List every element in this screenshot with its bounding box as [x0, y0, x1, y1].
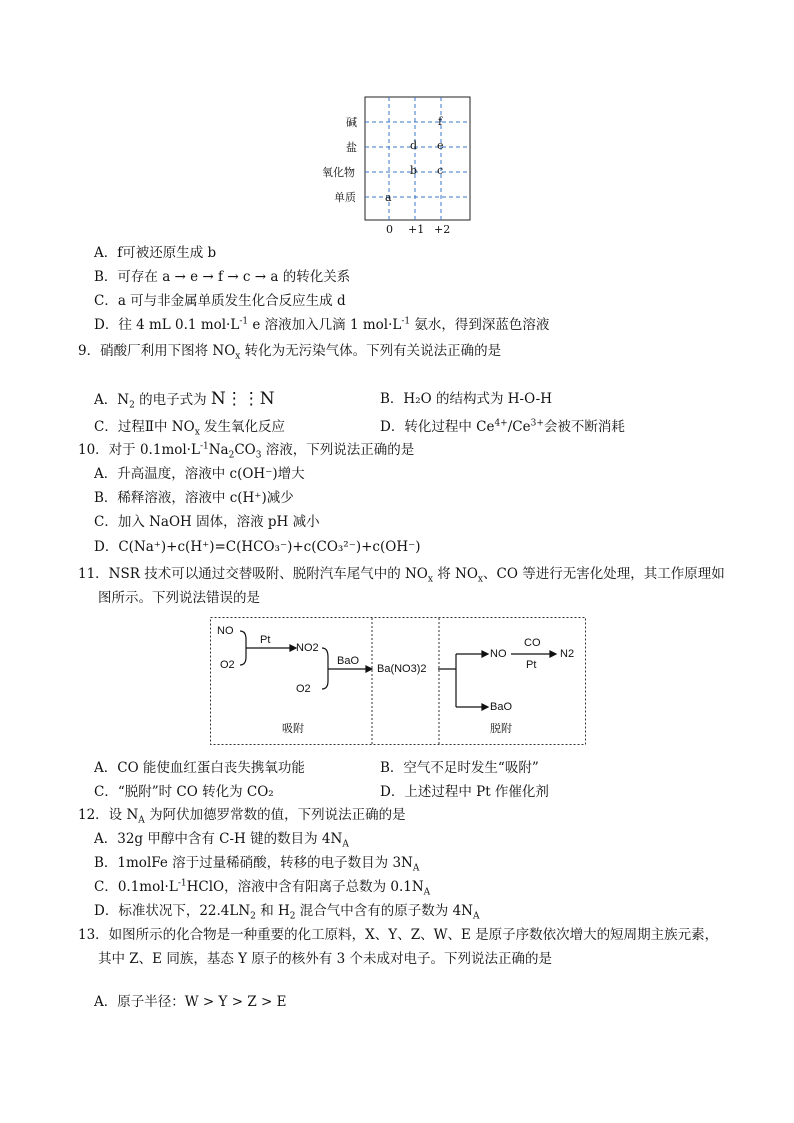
q12-option-d[interactable]: D．标准状况下，$22.4LN_2$ 和 $H_2$ 混合气中含有的原子数为 $4N_A$	[94, 903, 480, 922]
q10-option-d[interactable]: D．C(Na⁺)+c(H⁺)=C(HCO₃⁻)+c(CO₃²⁻)+c(OH⁻)	[94, 539, 421, 555]
label-pt: Pt	[260, 634, 271, 646]
label-no2: NO2	[296, 642, 319, 654]
q11-stem-line1: 11．NSR 技术可以通过交替吸附、脱附汽车尾气中的 $NO_x$ 将 $NO_x$、CO 等进行无害化处理，其工作原理如	[78, 566, 725, 585]
q11-stem-line2: 图所示。下列说法错误的是	[98, 590, 260, 606]
point-e: e	[437, 139, 444, 152]
point-d: d	[410, 139, 418, 152]
q10-option-a[interactable]: A．升高温度，溶液中 c(OH⁻)增大	[94, 466, 305, 482]
q12-option-c[interactable]: C．$0.1mol\cdot L^{-1}HClO$，溶液中含有阳离子总数为 $0.1N_A$	[94, 878, 431, 898]
q11-option-a[interactable]: A．CO 能使血红蛋白丧失携氧功能	[94, 760, 305, 776]
q13-stem-line2: 其中 Z、E 同族，基态 Y 原子的核外有 3 个未成对电子。下列说法正确的是	[98, 951, 552, 967]
q12-stem: 12．设 $N_A$ 为阿伏加德罗常数的值，下列说法正确的是	[78, 807, 406, 826]
point-c: c	[437, 164, 444, 177]
col-label-plus2: +2	[434, 223, 451, 236]
q8-option-b[interactable]: B．可存在 a → e → f → c → a 的转化关系	[94, 269, 351, 285]
q11-option-b[interactable]: B．空气不足时发生“吸附”	[380, 760, 539, 776]
label-no-right: NO	[490, 648, 507, 660]
n2-electron-formula: N⋮⋮N	[210, 389, 275, 409]
nsr-diagram	[210, 617, 586, 745]
q12-option-b[interactable]: B．1molFe 溶于过量稀硝酸，转移的电子数目为 $3N_A$	[94, 855, 420, 874]
label-ba-nitrate: Ba(NO3)2	[377, 663, 427, 675]
q8-option-a[interactable]: A．f可被还原生成 b	[94, 245, 217, 261]
q9-option-c[interactable]: C．过程Ⅱ中 $NO_x$ 发生氧化反应	[94, 419, 286, 438]
row-label-element: 单质	[334, 191, 356, 204]
row-label-salt: 盐	[346, 141, 357, 154]
row-label-base: 碱	[346, 116, 357, 129]
valence-class-chart	[320, 94, 480, 234]
label-no: NO	[217, 625, 234, 637]
q13-stem-line1: 13．如图所示的化合物是一种重要的化工原料，X、Y、Z、W、E 是原子序数依次增大的短周期主族元素，	[78, 927, 719, 943]
q9-option-d[interactable]: D．转化过程中 $Ce^{4+}/Ce^{3+}$会被不断消耗	[380, 418, 625, 435]
col-label-0: 0	[386, 223, 393, 236]
label-desorb: 脱附	[490, 722, 512, 735]
q9-option-a[interactable]: A．$N_2$ 的电子式为 N⋮⋮N	[94, 389, 275, 411]
q10-option-b[interactable]: B．稀释溶液，溶液中 c(H⁺)减少	[94, 490, 294, 506]
label-o2-b: O2	[296, 683, 311, 695]
label-pt-right: Pt	[526, 659, 537, 671]
label-co: CO	[524, 637, 541, 649]
q13-option-a[interactable]: A．原子半径：W > Y > Z > E	[94, 994, 287, 1010]
point-a: a	[385, 191, 392, 204]
q12-option-a[interactable]: A．32g 甲醇中含有 C-H 键的数目为 $4N_A$	[94, 831, 349, 850]
q8-option-d[interactable]: D．往 4 mL 0.1 $mol\cdot L^{-1}$ e 溶液加入几滴 1 $mol\cdot L^{-1}$ 氨水，得到深蓝色溶液	[94, 316, 550, 333]
q11-option-c[interactable]: C．“脱附”时 CO 转化为 CO₂	[94, 784, 274, 800]
q9-stem: 9．硝酸厂利用下图将 $NO_x$ 转化为无污染气体。下列有关说法正确的是	[78, 343, 502, 362]
label-o2: O2	[220, 659, 235, 671]
col-label-plus1: +1	[408, 223, 425, 236]
label-adsorb: 吸附	[282, 722, 304, 735]
q9-option-b[interactable]: B．H₂O 的结构式为 H-O-H	[380, 391, 552, 407]
point-b: b	[410, 164, 418, 177]
label-n2: N2	[560, 648, 575, 660]
q8-option-c[interactable]: C．a 可与非金属单质发生化合反应生成 d	[94, 293, 346, 309]
row-label-oxide: 氧化物	[322, 166, 355, 179]
q10-stem: 10．对于 $0.1mol\cdot L^{-1}Na_2CO_3$ 溶液，下列说法正确的是	[78, 441, 415, 461]
label-bao: BaO	[337, 655, 360, 667]
q11-option-d[interactable]: D．上述过程中 Pt 作催化剂	[380, 784, 549, 800]
q10-option-c[interactable]: C．加入 NaOH 固体，溶液 pH 减小	[94, 514, 320, 530]
label-bao-right: BaO	[490, 701, 513, 713]
point-f: f	[438, 115, 443, 128]
